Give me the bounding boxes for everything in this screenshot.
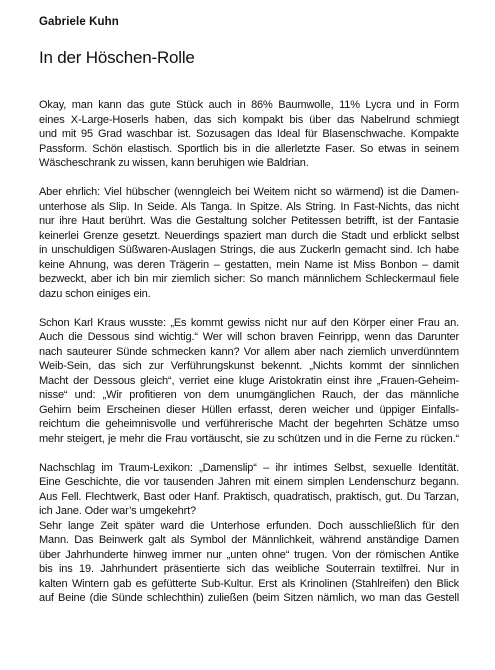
text-line: Auch die Dessous sind wichtig.“ Wer will schon braven Feinripp, wenn das Darunter xyxy=(39,331,459,343)
paragraph-3 xyxy=(39,316,459,447)
text-line: Passform. Schön elastisch. Sportlich bis in die allerletzte Faser. So etwas in seinem xyxy=(39,142,459,155)
page-title: In der Höschen-Rolle xyxy=(39,48,195,67)
text-line: Nachschlag im Traum-Lexikon: „Damenslip“ – ihr intimes Selbst, sexuelle Identität. xyxy=(39,461,459,474)
text-line: eines X-Large-Hoserls haben, das sich kompakt bis über das Nabelrund schmiegt xyxy=(39,113,459,126)
text-line: über Jahrhunderte hinweg immer nur „unten ohne“ trugen. Von der römischen Antike xyxy=(39,548,459,561)
text-line: bezweckt, aber ich bin mir ziemlich sicher: So manch männlichem Schleckermaul fiele xyxy=(39,273,459,285)
text-line: reichtum die geheimnisvolle und verführerische Macht der begehrten Schätze umso xyxy=(39,418,459,430)
text-line: keine Ahnung, was deren Trägerin – gestatten, mein Name ist Miss Bonbon – damit xyxy=(39,258,459,271)
paragraph-2 xyxy=(39,185,459,301)
text-line: nisse“ und: „Wir profitieren von dem unumgänglichen Rauch, der das männliche xyxy=(39,389,459,401)
text-line: Wäscheschrank zu wissen, kann beruhigen wie Baldrian. xyxy=(39,157,309,169)
text-line: Aber ehrlich: Viel hübscher (wenngleich bei Weitem nicht so wärmend) ist die Damen- xyxy=(39,186,459,198)
text-line: in unschuldigen Süßwaren-Auslagen Strings, die aus Zuckerln gemacht sind. Ich habe xyxy=(39,244,459,256)
paragraph-1 xyxy=(39,98,459,171)
author-name: Gabriele Kuhn xyxy=(39,16,119,28)
text-line: auf Beine (die Sünde schlechthin) zuließen (beim Sitzen nämlich, wo man das Gestell xyxy=(39,592,459,604)
text-line: Mann. Das Beinwerk galt als Symbol der Männlichkeit, während anständige Damen xyxy=(39,534,459,546)
text-line: Weib-Sein, das sich zur Verführungskunst bekennt. „Nichts kommt der sinnlichen xyxy=(39,360,459,372)
text-line: mehr steigert, je mehr die Frau vortäuscht, sie zu schützen und in die Ferne zu rücken.“ xyxy=(39,432,459,445)
body-text xyxy=(39,98,459,620)
text-line: unterhose als Slip. In Seide. Als Tanga. In Spitze. Als String. In Fast-Nichts, das nicht xyxy=(39,200,459,213)
text-line: bis ins 19. Jahrhundert präsentierte sich das weibliche Souterrain textilfrei. Nur in xyxy=(39,563,459,575)
text-line: Eine Geschichte, die vor tausenden Jahren mit einem simplen Lendenschurz begann. xyxy=(39,476,459,488)
text-line: ich Jane. Oder war’s umgekehrt? xyxy=(39,505,196,517)
text-line: Macht der Dessous gleich“, verriet eine kluge Aristokratin einst ihre „Frauen-Geheim- xyxy=(39,374,459,387)
text-line: kalten Wintern gab es gefütterte Sub-Kultur. Erst als Krinolinen (Stahlreifen) den Blick xyxy=(39,577,459,590)
text-line: Aus Fell. Flechtwerk, Bast oder Hanf. Praktisch, quadratisch, praktisch, gut. Du Tarzan, xyxy=(39,490,459,503)
text-line: Gehirn beim Erscheinen dieser Hüllen erfasst, deren weicher und üppiger Einfalls- xyxy=(39,403,459,416)
text-line: nur ihre Haut berührt. Was die Gestaltung solcher Petitessen betrifft, ist der Fantasie xyxy=(39,215,459,227)
paragraph-5 xyxy=(39,519,459,606)
text-line: Sehr lange Zeit später ward die Unterhose erfunden. Doch ausschließlich für den xyxy=(39,519,459,532)
text-line: und mit 95 Grad waschbar ist. Sozusagen das Ideal für Blasenschwache. Kompakte xyxy=(39,128,459,140)
text-line: nach sauteurer Sünde schmecken kann? Vor allem aber nach ziemlich unverdünntem xyxy=(39,345,459,358)
text-line: keinerlei Grenze gesetzt. Neuerdings spaziert man durch die Stadt und erblickt selbst xyxy=(39,229,459,242)
text-line: Schon Karl Kraus wusste: „Es kommt gewiss nicht nur auf den Körper einer Frau an. xyxy=(39,316,459,329)
text-line: Okay, man kann das gute Stück auch in 86% Baumwolle, 11% Lycra und in Form xyxy=(39,99,459,111)
paragraph-4 xyxy=(39,461,459,519)
text-line: dazu schon einiges ein. xyxy=(39,287,151,300)
